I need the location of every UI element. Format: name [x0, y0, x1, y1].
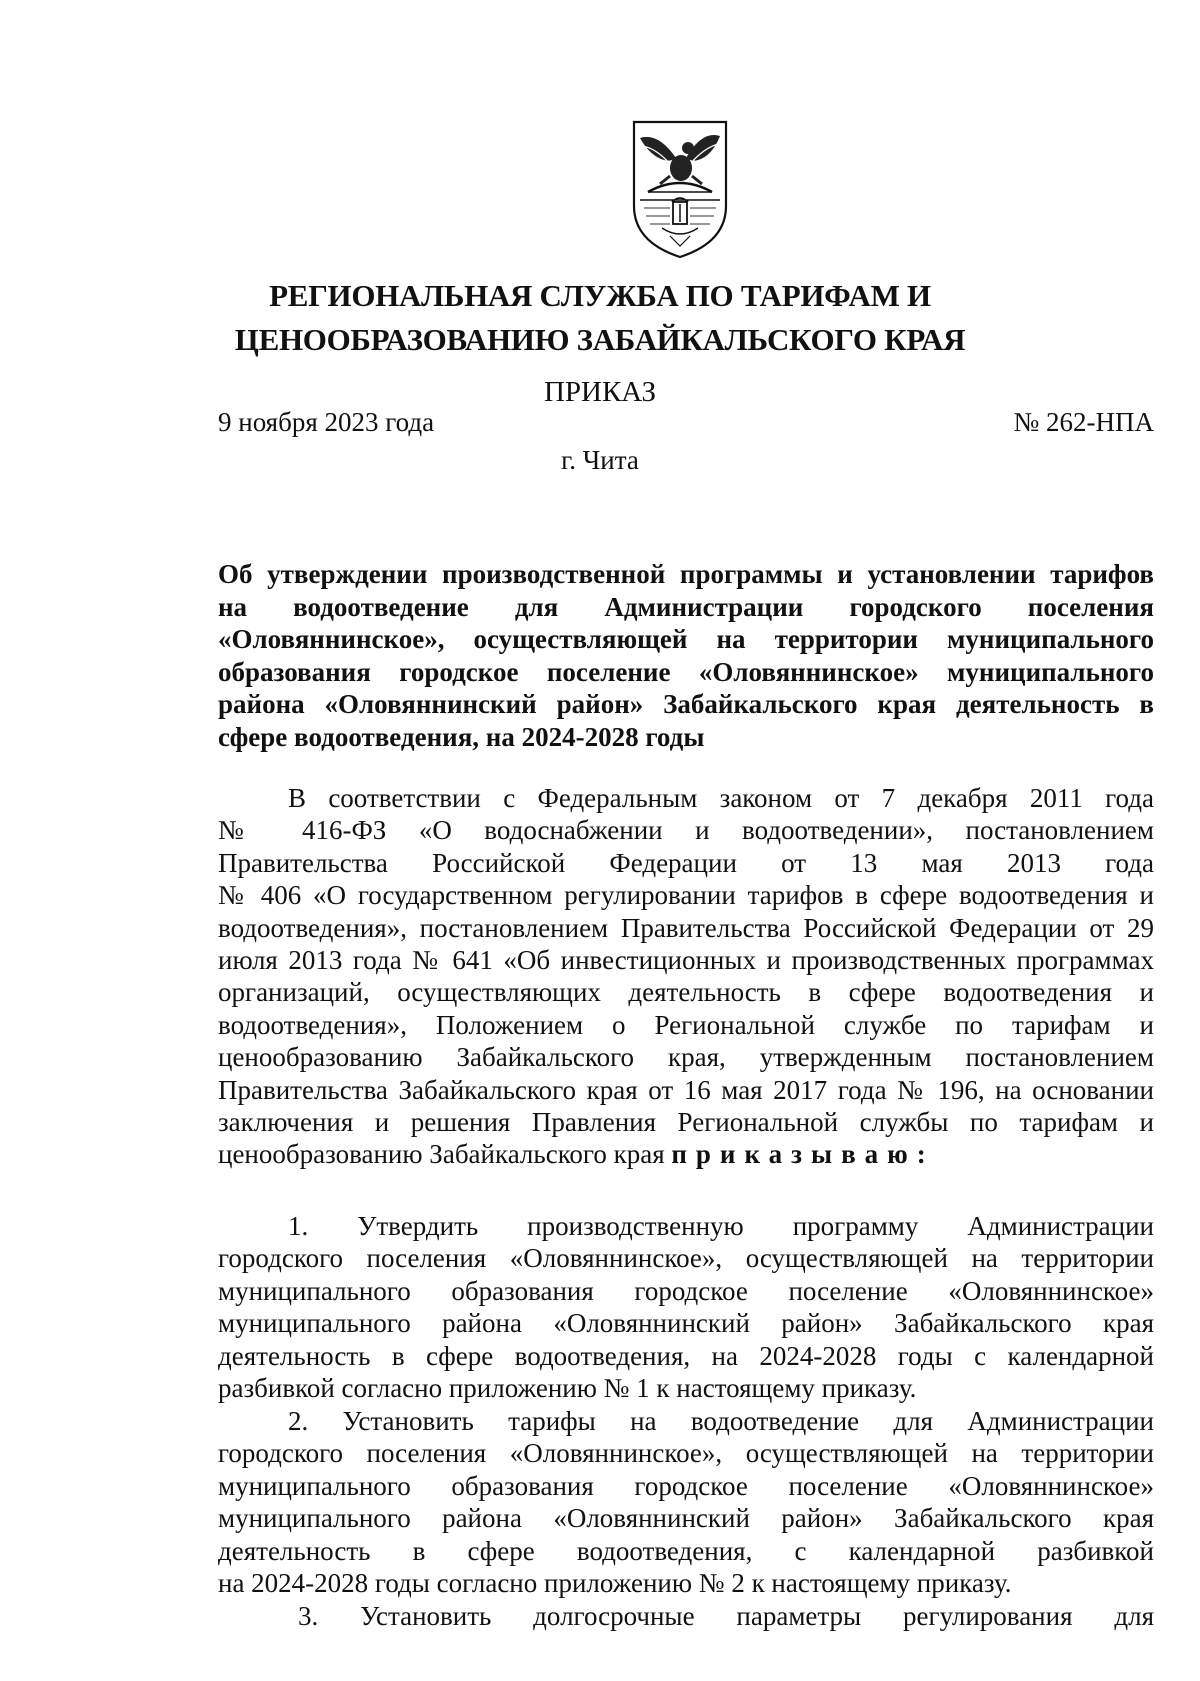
preamble-line: ценообразованию Забайкальского края, утвержденным постановлением: [218, 1042, 1154, 1073]
organization-name-line-1: РЕГИОНАЛЬНАЯ СЛУЖБА ПО ТАРИФАМ И: [269, 278, 931, 313]
preamble-line: В соответствии с Федеральным законом от 7 декабря 2011 года: [288, 783, 1154, 813]
item-line: деятельность в сфере водоотведения, на 2024-2028 годы с календарной: [218, 1340, 1154, 1371]
item-line: 2. Установить тарифы на водоотведение для Администрации: [288, 1406, 1154, 1436]
subject-line: Об утверждении производственной программы и установлении тарифов: [218, 559, 1154, 589]
subject-line: «Оловяннинское», осуществляющей на территории муниципального: [218, 624, 1154, 655]
preamble-line: № 416-ФЗ «О водоснабжении и водоотведении», постановлением: [218, 815, 1154, 846]
subject-line: на водоотведение для Администрации городского поселения: [218, 591, 1154, 622]
order-item-3: [218, 1600, 1154, 1632]
preamble-line: [218, 1138, 1154, 1170]
item-line: муниципального образования городское поселение «Оловяннинское»: [218, 1275, 1154, 1306]
preamble-paragraph: [218, 782, 1154, 1171]
order-word: приказываю:: [671, 1139, 935, 1170]
item-line: на 2024-2028 годы согласно приложению № 2 к настоящему приказу.: [218, 1568, 1012, 1599]
item-line: 3. Установить долгосрочные параметры регулирования для: [298, 1601, 1154, 1631]
item-line: 1. Утвердить производственную программу Администрации: [288, 1211, 1154, 1241]
preamble-line: Правительства Забайкальского края от 16 мая 2017 года № 196, на основании: [218, 1074, 1154, 1105]
document-subject: [218, 558, 1154, 754]
order-item-2: [218, 1405, 1154, 1599]
subject-line: сфере водоотведения, на 2024-2028 годы: [218, 721, 705, 752]
organization-name-line-2: ЦЕНООБРАЗОВАНИЮ ЗАБАЙКАЛЬСКОГО КРАЯ: [234, 322, 966, 357]
preamble-line: Правительства Российской Федерации от 13 мая 2013 года: [218, 847, 1154, 878]
coat-of-arms-emblem: [630, 118, 730, 260]
preamble-line: организаций, осуществляющих деятельность в сфере водоотведения и: [218, 977, 1154, 1008]
item-line: городского поселения «Оловяннинское», осуществляющей на территории: [218, 1438, 1154, 1469]
preamble-line: № 406 «О государственном регулировании тарифов в сфере водоотведения и: [218, 880, 1154, 911]
document-type: ПРИКАЗ: [543, 376, 657, 408]
preamble-last-text: ценообразованию Забайкальского края: [218, 1139, 665, 1170]
item-line: муниципального района «Оловяннинский район» Забайкальского края: [218, 1308, 1154, 1339]
item-line: разбивкой согласно приложению № 1 к настоящему приказу.: [218, 1373, 917, 1404]
document-city: г. Чита: [561, 445, 639, 475]
preamble-line: водоотведения», постановлением Правительства Российской Федерации от 29: [218, 912, 1154, 943]
item-line: муниципального образования городское поселение «Оловяннинское»: [218, 1470, 1154, 1501]
document-date: 9 ноября 2023 года: [218, 407, 435, 437]
document-number: № 262-НПА: [1013, 407, 1154, 437]
preamble-line: заключения и решения Правления Региональной службы по тарифам и: [218, 1107, 1154, 1138]
subject-line: района «Оловяннинский район» Забайкальского края деятельность в: [218, 689, 1154, 720]
item-line: деятельность в сфере водоотведения, с календарной разбивкой: [218, 1535, 1154, 1566]
item-line: городского поселения «Оловяннинское», осуществляющей на территории: [218, 1243, 1154, 1274]
preamble-line: июля 2013 года № 641 «Об инвестиционных и производственных программах: [218, 945, 1154, 976]
subject-line: образования городское поселение «Оловяннинское» муниципального: [218, 656, 1154, 687]
organization-name: [0, 274, 1200, 362]
preamble-line: водоотведения», Положением о Региональной службе по тарифам и: [218, 1009, 1154, 1040]
order-item-1: [218, 1210, 1154, 1404]
item-line: муниципального района «Оловяннинский район» Забайкальского края: [218, 1503, 1154, 1534]
